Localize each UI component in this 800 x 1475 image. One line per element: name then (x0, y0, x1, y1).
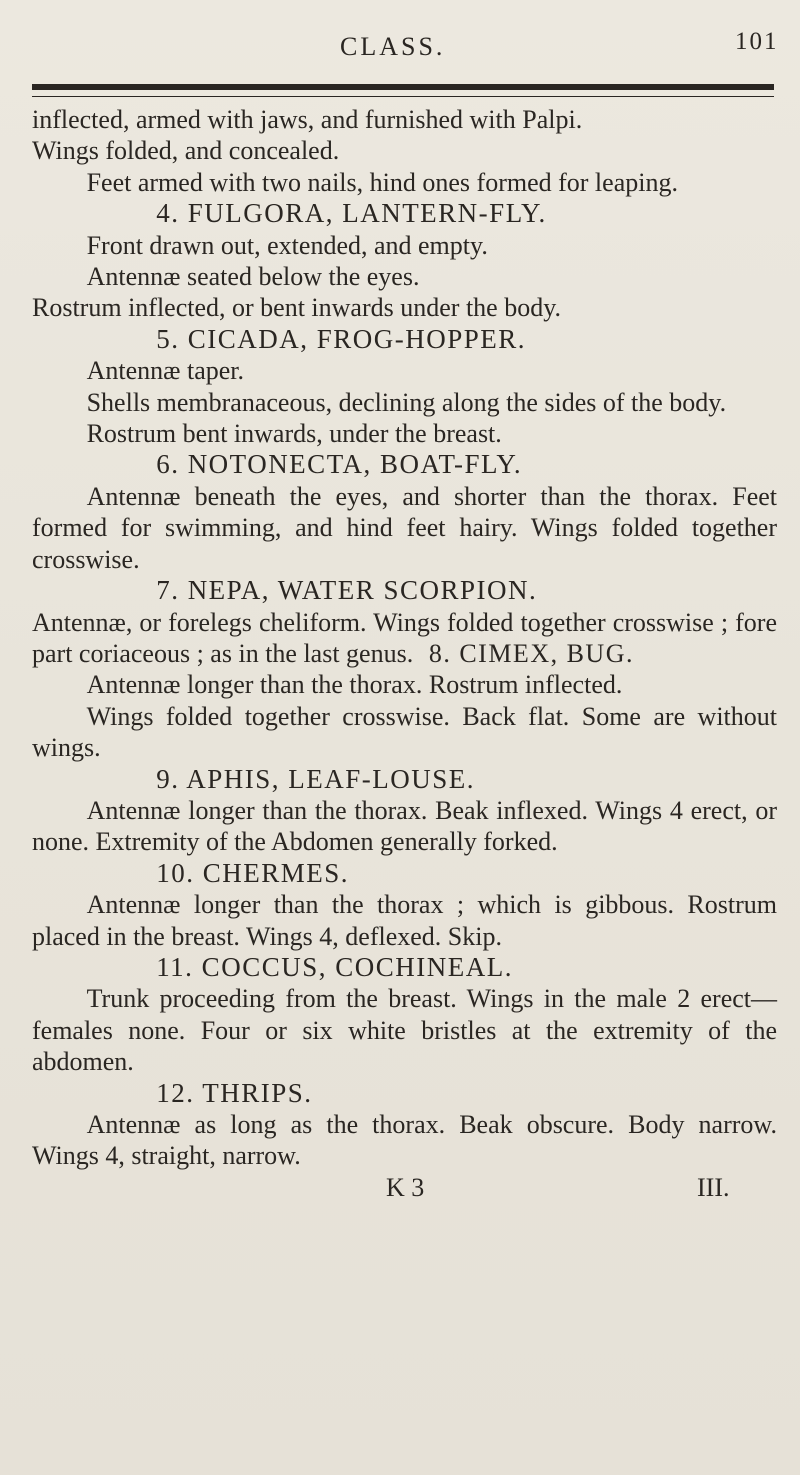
text-paragraph: Antennæ longer than the thorax ; which is gibbous. Rostrum placed in the breast. Wings 4, deflexed. Skip. (32, 890, 777, 951)
text-paragraph: Feet armed with two nails, hind ones formed for leaping. (86, 167, 678, 197)
text-line: inflected, armed with jaws, and furnished with Palpi. (32, 105, 583, 134)
running-head (0, 24, 800, 64)
signature-mark: K 3 (386, 1172, 425, 1202)
text-line: Rostrum inflected, or bent inwards under the body. (32, 293, 562, 323)
running-title: CLASS. (340, 32, 446, 61)
genus-heading: 4. FULGORA, LANTERN-FLY. (156, 198, 547, 229)
genus-heading: 6. NOTONECTA, BOAT-FLY. (156, 449, 523, 480)
genus-heading: 7. NEPA, WATER SCORPION. (156, 575, 538, 606)
text-paragraph: Antennæ beneath the eyes, and shorter than the thorax. Feet formed for swimming, and hind feet hairy. Wings folded together crosswise. (32, 481, 777, 574)
genus-heading: 8. CIMEX, BUG. (428, 638, 634, 668)
genus-heading: 11. COCCUS, COCHINEAL. (156, 951, 513, 982)
text-paragraph: Shells membranaceous, declining along the sides of the body. (86, 387, 727, 417)
text-paragraph: Trunk proceeding from the breast. Wings in the male 2 erect—females none. Four or six white bristles at the extremity of the abdomen. (32, 984, 777, 1077)
page-number: 101 (735, 28, 779, 55)
text-line: Antennæ seated below the eyes. (86, 262, 420, 292)
page-footer (32, 1172, 777, 1203)
catchword: III. (697, 1172, 730, 1202)
body-text (32, 104, 777, 1203)
genus-heading: 9. APHIS, LEAF-LOUSE. (156, 763, 475, 794)
text-line: Antennæ, or forelegs cheliform. Wings folded together crosswise ; fore part coriaceous ; as in the last genus. (32, 607, 777, 668)
text-paragraph: Antennæ longer than the thorax. Beak inflexed. Wings 4 erect, or none. Extremity of the Abdomen generally forked. (32, 795, 777, 857)
text-line: Rostrum bent inwards, under the breast. (86, 419, 502, 449)
text-paragraph: Antennæ longer than the thorax. Rostrum inflected. (86, 670, 623, 700)
genus-heading: 10. CHERMES. (156, 857, 349, 888)
genus-heading: 5. CICADA, FROG-HOPPER. (156, 323, 526, 354)
genus-heading: 12. THRIPS. (156, 1077, 313, 1108)
text-line: Wings folded, and concealed. (32, 136, 340, 166)
text-line: Front drawn out, extended, and empty. (86, 230, 488, 260)
text-paragraph: Wings folded together crosswise. Back flat. Some are without wings. (32, 701, 777, 763)
text-paragraph (32, 607, 777, 670)
header-rule-thin (32, 96, 774, 97)
text-line: Antennæ taper. (86, 356, 245, 386)
header-rule-thick (32, 84, 774, 90)
text-paragraph: Antennæ as long as the thorax. Beak obscure. Body narrow. Wings 4, straight, narrow. (32, 1110, 777, 1171)
